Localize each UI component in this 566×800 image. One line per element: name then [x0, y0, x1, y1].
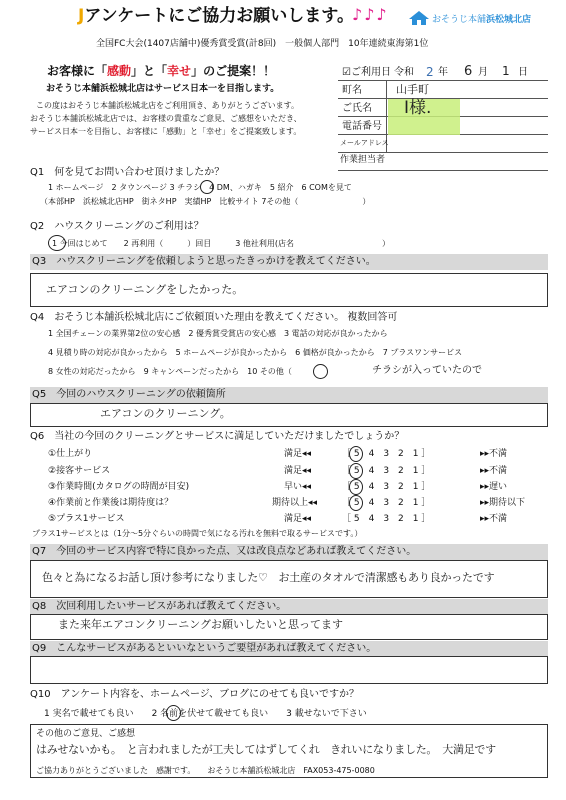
town-label: 町名	[342, 85, 362, 96]
q5-question: Q5 今回のハウスクリーニングの依頼箇所	[32, 389, 226, 400]
q6-row-3-circle	[349, 479, 363, 495]
q6-row-4-scale[interactable]: ［ 5 4 3 2 1 ］	[342, 498, 431, 508]
q7-question: Q7 今回のサービス内容で特に良かった点、又は改良点などあれば教えてください。	[32, 546, 417, 557]
q6-row-4-left: 期待以上◂◂	[272, 498, 318, 508]
q6-row-2-circle	[349, 463, 363, 479]
q2-options: 1 今回はじめて 2 再利用（ ）回目 3 他社利用(店名 ）	[52, 239, 391, 248]
q6-question: Q6 当社の今回のクリーニングとサービスに満足していただけましたでしょうか？	[30, 431, 405, 442]
date-label: ☑ご利用日	[342, 67, 391, 78]
award-subtitle: 全国FC大会(1407店舗中)優秀賞受賞(計8回) 一般個人部門 10年連続東海第1位	[96, 39, 429, 49]
q3-answer: エアコンのクリーニングをしたかった。	[46, 283, 244, 296]
q6-row-3-left: 早い◂◂	[284, 482, 312, 492]
q10-other-label: その他のご意見、ご感想	[36, 729, 136, 739]
q6-row-3-scale[interactable]: ［ 5 4 3 2 1 ］	[342, 482, 431, 492]
q8-answer: また来年エアコンクリーニングお願いしたいと思ってます	[58, 618, 344, 631]
footer-text: ご協力ありがとうございました 感謝です。 おそうじ本舗浜松城北店 FAX053-475-0080	[36, 766, 375, 775]
q10-comment: はみせないかも。 と言われましたが工夫してはずしてくれ きれいになりました。 大満足です	[36, 743, 496, 756]
music-notes-icon: ♪♪♪	[352, 5, 389, 24]
q6-row-5-left: 満足◂◂	[284, 514, 312, 524]
q6-row-5-scale[interactable]: ［ 5 4 3 2 1 ］	[342, 514, 431, 524]
name-label: ご氏名	[342, 103, 372, 114]
date-month-unit: 月	[478, 67, 488, 78]
q6-row-2-scale[interactable]: ［ 5 4 3 2 1 ］	[342, 466, 431, 476]
house-logo-icon	[408, 10, 430, 26]
logo-text: おそうじ本舗	[432, 15, 487, 25]
q6-row-1-right: ▸▸不満	[480, 449, 508, 459]
q4-other-answer: チラシが入っていたので	[372, 365, 482, 376]
q9-question: Q9 こんなサービスがあるといいなというご要望があれば教えてください。	[32, 643, 377, 654]
q5-answer: エアコンのクリーニング。	[100, 407, 231, 420]
q6-row-5-label: ⑤プラス1サービス	[48, 514, 125, 524]
q1-options: 1 ホームページ 2 タウンページ 3 チラシ 4 DM、ハガキ 5 紹介 6 COMを見て	[48, 183, 352, 192]
q10-question: Q10 アンケート内容を、ホームページ、ブログにのせても良いですか？	[30, 689, 359, 700]
shop-name: 浜松城北店	[486, 15, 532, 25]
q9-answer-box[interactable]	[30, 656, 548, 684]
mail-label: メールアドレス	[340, 139, 389, 147]
date-month[interactable]: 6	[464, 64, 473, 79]
date-day[interactable]: 1	[502, 64, 510, 78]
q2-question: Q2 ハウスクリーニングのご利用は？	[30, 221, 204, 232]
intro-line-2: おそうじ本舗浜松城北店では、お客様の貴重なご意見、ご感想をいただき、	[30, 114, 302, 123]
q6-row-2-right: ▸▸不満	[480, 466, 508, 476]
q1-question: Q1 何を見てお問い合わせ頂けましたか？	[30, 167, 225, 178]
q6-row-4-right: ▸▸期待以下	[480, 498, 526, 508]
q6-row-4-label: ④作業前と作業後は期待度は？	[48, 498, 174, 508]
q6-row-1-circle	[349, 446, 363, 462]
date-year[interactable]: 2	[426, 65, 434, 79]
q4-options-3: 8 女性の対応だったから 9 キャンペーンだったから 10 その他（	[48, 367, 292, 376]
q6-row-5-right: ▸▸不満	[480, 514, 508, 524]
q4-selected-circle	[313, 364, 328, 379]
date-year-unit: 年	[438, 67, 448, 78]
date-day-unit: 日	[518, 67, 528, 78]
proposal-heading: お客様に「感動」と「幸せ」のご提案！！	[47, 64, 276, 78]
q8-question: Q8 次回利用したいサービスがあれば教えてください。	[32, 601, 287, 612]
q6-row-1-left: 満足◂◂	[284, 449, 312, 459]
town-value[interactable]: 山手町	[396, 83, 429, 96]
q6-row-3-label: ③作業時間(カタログの時間が目安)	[48, 482, 190, 492]
q10-options: 1 実名で載せても良い 2 名前を伏せて載せても良い 3 載せないで下さい	[44, 709, 367, 719]
q4-options-1: 1 全国チェーンの業界第2位の安心感 2 優秀賞受賞店の安心感 3 電話の対応が良かったから	[48, 329, 388, 338]
q1-options-2: （本部HP 浜松城北店HP 街ネタHP 実績HP 比較サイト 7その他（ ）	[40, 197, 371, 206]
survey-title: Jアンケートにご協力お願いします。	[78, 6, 354, 26]
q6-row-1-label: ①仕上がり	[48, 449, 93, 459]
date-era: 令和	[394, 67, 414, 78]
q10-selected-circle	[166, 705, 181, 721]
q7-answer: 色々と為になるお話し頂け参考になりました♡ お土産のタオルで清潔感もあり良かったです	[42, 571, 495, 584]
phone-label: 電話番号	[342, 121, 382, 132]
staff-label: 作業担当者	[340, 155, 386, 165]
q2-selected-circle	[48, 235, 66, 251]
q3-question: Q3 ハウスクリーニングを依頼しようと思ったきっかけを教えてください。	[32, 256, 376, 267]
name-value[interactable]: I様.	[404, 98, 432, 118]
customer-info-table	[338, 62, 548, 165]
q1-selected-circle	[200, 180, 214, 194]
q6-row-1-scale[interactable]: ［ 5 4 3 2 1 ］	[342, 449, 431, 459]
q4-question: Q4 おそうじ本舗浜松城北店にご依頼頂いた理由を教えてください。 複数回答可	[30, 312, 398, 323]
q6-row-3-right: ▸▸遅い	[480, 482, 508, 492]
q6-row-2-left: 満足◂◂	[284, 466, 312, 476]
q6-note: プラス1サービスとは（1分〜5分ぐらいの時間で気になる汚れを無料で取るサービスです。）	[32, 529, 363, 538]
intro-line-1: この度はおそうじ本舗浜松城北店をご利用頂き、ありがとうございます。	[36, 101, 300, 110]
q6-row-2-label: ②接客サービス	[48, 466, 111, 476]
q6-row-4-circle	[349, 495, 363, 511]
q4-options-2: 4 見積り時の対応が良かったから 5 ホームページが良かったから 6 価格が良かったから 7 プラスワンサービス	[48, 348, 463, 357]
mission-text: おそうじ本舗浜松城北店はサービス日本一を目指します。	[46, 84, 280, 94]
intro-line-3: サービス日本一を目指し、お客様に「感動」と「幸せ」をご提案致します。	[30, 127, 302, 136]
